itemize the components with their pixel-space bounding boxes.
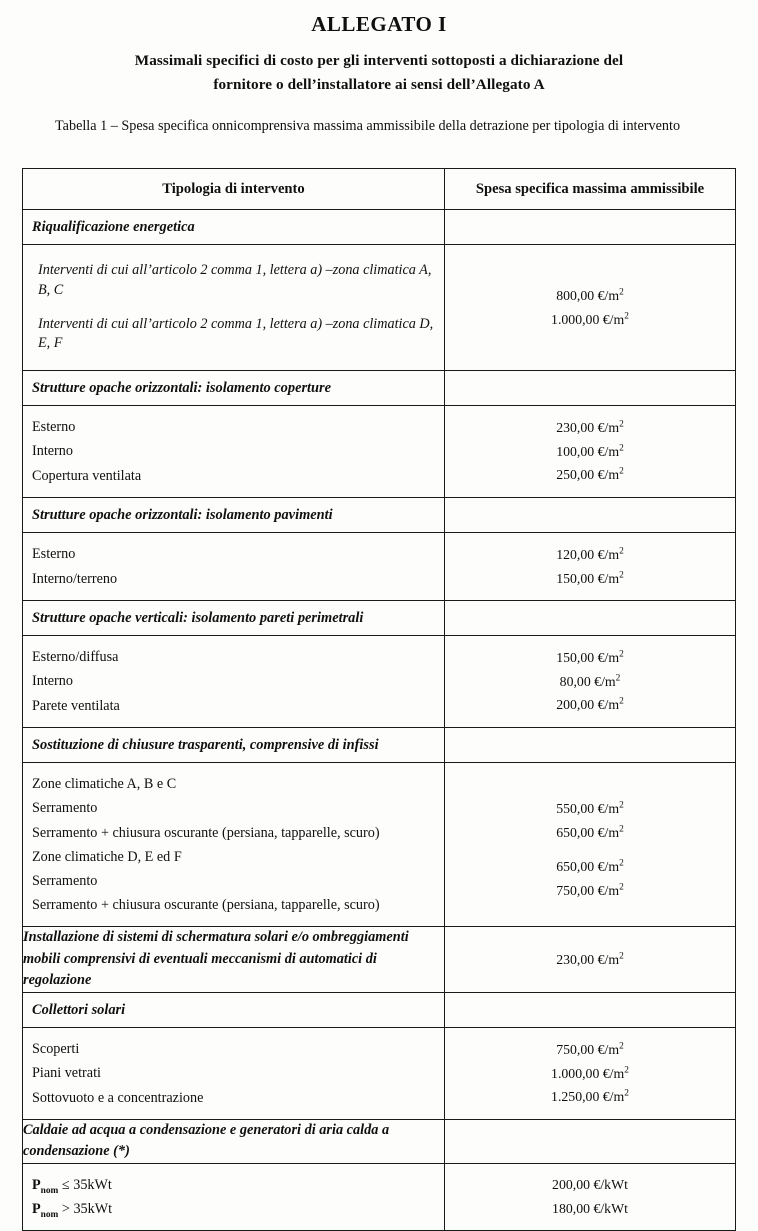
section-header-strutture-opache-verticali-pareti	[23, 600, 736, 635]
row-value: 120,00 $€/m^2$	[556, 546, 624, 562]
section-value: 230,00 $€/m^2$	[445, 927, 736, 992]
section-title: Sostituzione di chiusure trasparenti, comprensive di infissi	[23, 727, 445, 762]
row-value: 1.000,00 $€/m^2$	[551, 311, 629, 327]
row-values-cell	[445, 1028, 736, 1120]
row-value: 650,00 $€/m^2$	[556, 858, 624, 874]
row-value: 100,00 $€/m^2$	[556, 443, 624, 459]
row-label: Interventi di cui all’articolo 2 comma 1, lettera a) –zona climatica D, E, F	[38, 315, 434, 352]
section-title-value	[445, 600, 736, 635]
section-rows-strutture-opache-verticali-pareti	[23, 636, 736, 728]
row-values-cell	[445, 636, 736, 728]
row-values-cell	[445, 763, 736, 927]
row-values-cell	[445, 245, 736, 370]
section-rows-caldaie-condensazione	[23, 1163, 736, 1230]
table-caption	[0, 116, 758, 137]
row-label: Scoperti	[32, 1041, 80, 1058]
section-header-caldaie-condensazione	[23, 1119, 736, 1163]
section-title-value	[445, 370, 736, 405]
section-title: Collettori solari	[23, 992, 445, 1027]
section-rows-sostituzione-chiusure-trasparenti	[23, 763, 736, 927]
row-value	[453, 787, 727, 797]
table-caption-text: Tabella 1 – Spesa specifica onnicomprensiva massima ammissibile della detrazione per tipologia di intervento	[55, 118, 681, 135]
row-value: 80,00 $€/m^2$	[559, 673, 621, 689]
row-value: 200,00 €/kWt	[552, 1177, 628, 1193]
subtitle-line-2: fornitore o dell’installatore ai sensi dell’Allegato A	[213, 75, 545, 93]
row-label: Interno	[32, 673, 73, 690]
section-rows-riqualificazione-energetica	[23, 245, 736, 370]
section-header-installazione-schermature-solari	[23, 927, 736, 992]
row-labels-cell	[23, 1028, 445, 1120]
row-labels-cell	[23, 1163, 445, 1230]
row-label: Serramento + chiusura oscurante (persiana, tapparelle, scuro)	[32, 824, 380, 841]
row-labels-cell	[23, 763, 445, 927]
row-values-cell	[445, 406, 736, 498]
section-header-collettori-solari	[23, 992, 736, 1027]
row-value: 550,00 $€/m^2$	[556, 800, 624, 817]
row-label: Serramento + chiusura oscurante (persiana, tapparelle, scuro)	[32, 897, 380, 914]
section-title: Strutture opache verticali: isolamento pareti perimetrali	[23, 600, 445, 635]
section-rows-collettori-solari	[23, 1028, 736, 1120]
row-label: Esterno	[32, 546, 76, 563]
table-header-col1: Tipologia di intervento	[23, 169, 445, 210]
costs-table	[22, 168, 736, 1231]
row-label: Parete ventilata	[32, 697, 120, 714]
section-header-strutture-opache-orizzontali-pavimenti	[23, 497, 736, 532]
row-value: 150,00 $€/m^2$	[556, 649, 624, 665]
costs-table-wrapper	[22, 168, 735, 1231]
document-subtitle	[59, 49, 699, 96]
row-label: Esterno/diffusa	[32, 649, 119, 666]
row-label: Serramento	[32, 800, 98, 817]
row-value: 180,00 €/kWt	[552, 1200, 628, 1216]
row-labels-cell	[23, 406, 445, 498]
row-value: 200,00 $€/m^2$	[556, 696, 624, 713]
row-label: Zone climatiche A, B e C	[32, 776, 177, 793]
row-label: Zone climatiche D, E ed F	[32, 848, 182, 865]
row-values-cell	[445, 1163, 736, 1230]
section-header-riqualificazione-energetica	[23, 210, 736, 245]
row-label: $P_{nom} > 35kWt$	[32, 1200, 113, 1220]
row-values-cell	[445, 533, 736, 600]
section-title-value	[445, 1119, 736, 1163]
row-label: Interventi di cui all’articolo 2 comma 1, lettera a) –zona climatica A, B, C	[38, 262, 432, 299]
section-title: Strutture opache orizzontali: isolamento coperture	[23, 370, 445, 405]
row-value: 750,00 $€/m^2$	[556, 882, 624, 898]
row-value: 150,00 $€/m^2$	[556, 569, 624, 586]
row-label: Sottovuoto e a concentrazione	[32, 1089, 204, 1106]
row-value: 1.000,00 $€/m^2$	[551, 1065, 629, 1081]
section-title-value	[445, 210, 736, 245]
row-label: $P_{nom} \le 35kWt$	[32, 1176, 112, 1196]
row-label: Piani vetrati	[32, 1065, 101, 1082]
row-label: Interno	[32, 443, 73, 460]
table-header-row	[23, 169, 736, 210]
section-title: Strutture opache orizzontali: isolamento pavimenti	[23, 497, 445, 532]
section-title-value	[445, 992, 736, 1027]
row-label: Copertura ventilata	[32, 467, 142, 484]
row-labels-cell	[23, 636, 445, 728]
row-value: 800,00 $€/m^2$	[556, 287, 624, 303]
row-value: 650,00 $€/m^2$	[556, 824, 624, 841]
table-header-col2: Spesa specifica massima ammissibile	[445, 169, 736, 210]
section-title: Caldaie ad acqua a condensazione e generatori di aria calda a condensazione (*)	[23, 1119, 445, 1163]
row-label: Serramento	[32, 873, 98, 890]
row-label: Interno/terreno	[32, 570, 118, 587]
section-rows-strutture-opache-orizzontali-coperture	[23, 406, 736, 498]
section-title: Installazione di sistemi di schermatura solari e/o ombreggiamenti mobili comprensivi di eventuali meccanismi di automatici di regolazione	[23, 927, 445, 992]
row-labels-cell	[23, 533, 445, 600]
row-value: 250,00 $€/m^2$	[556, 466, 624, 483]
section-rows-strutture-opache-orizzontali-pavimenti	[23, 533, 736, 600]
section-header-sostituzione-chiusure-trasparenti	[23, 727, 736, 762]
row-label: Esterno	[32, 419, 76, 436]
row-labels-cell	[23, 245, 445, 370]
costs-table-body	[23, 169, 736, 1231]
row-value: 230,00 $€/m^2$	[556, 419, 624, 435]
subtitle-line-1: Massimali specifici di costo per gli interventi sottoposti a dichiarazione del	[134, 52, 624, 70]
section-title-value	[445, 727, 736, 762]
page-title: ALLEGATO I	[311, 12, 447, 36]
section-title-value	[445, 497, 736, 532]
row-value: 1.250,00 $€/m^2$	[551, 1088, 629, 1105]
section-header-strutture-opache-orizzontali-coperture	[23, 370, 736, 405]
row-value	[453, 845, 727, 855]
section-title: Riqualificazione energetica	[23, 210, 445, 245]
row-value: 750,00 $€/m^2$	[556, 1041, 624, 1057]
document-page	[0, 12, 758, 1220]
